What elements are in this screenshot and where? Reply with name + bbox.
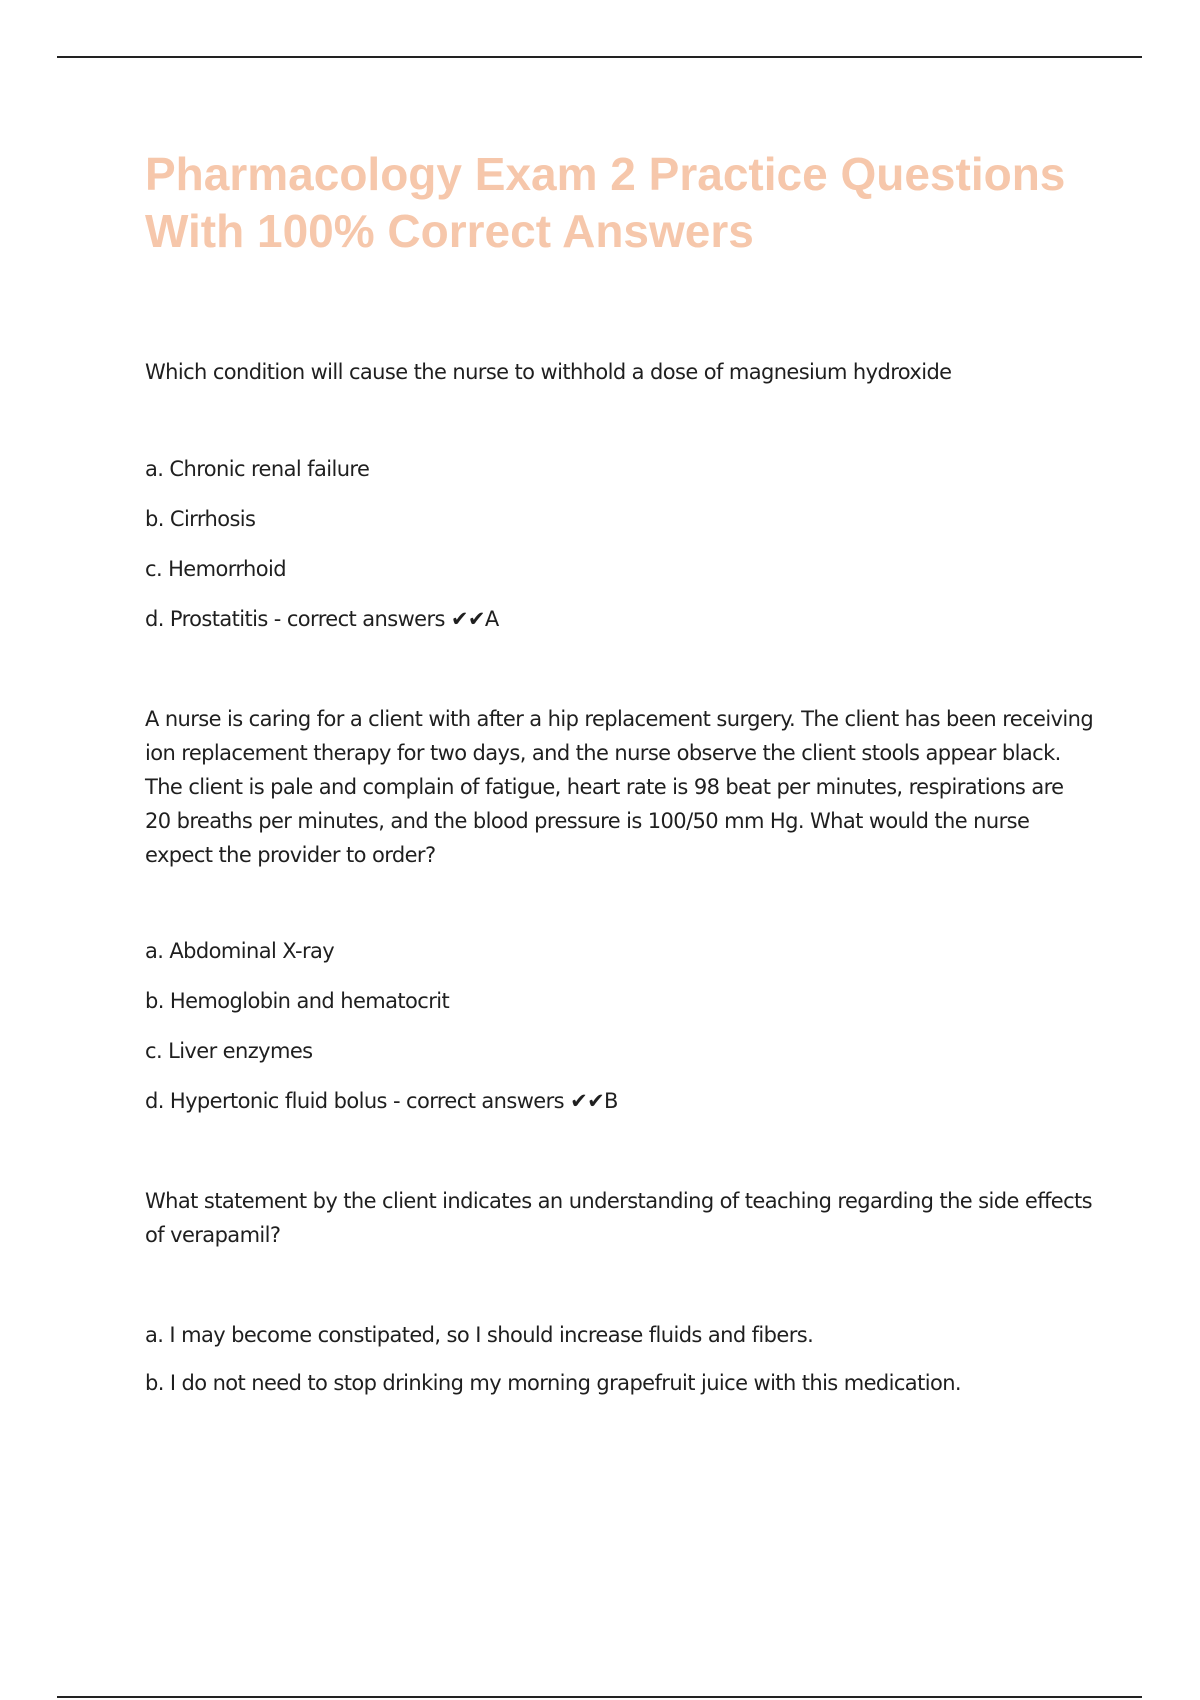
option-b: b. Hemoglobin and hematocrit	[145, 989, 450, 1013]
question-2	[145, 702, 1095, 1118]
option-b: b. I do not need to stop drinking my morning grapefruit juice with this medication.	[145, 1371, 961, 1395]
option-b: b. Cirrhosis	[145, 507, 256, 531]
question-1	[145, 355, 1095, 636]
option-d: d. Hypertonic fluid bolus - correct answers ✔✔B	[145, 1089, 618, 1113]
question-text: What statement by the client indicates an understanding of teaching regarding the side effects of verapamil?	[145, 1189, 1093, 1247]
option-a: a. Chronic renal failure	[145, 457, 370, 481]
question-3	[145, 1184, 1095, 1400]
option-d: d. Prostatitis - correct answers ✔✔A	[145, 607, 499, 631]
option-c: c. Liver enzymes	[145, 1039, 313, 1063]
option-a: a. Abdominal X-ray	[145, 939, 335, 963]
option-a: a. I may become constipated, so I should increase fluids and fibers.	[145, 1323, 814, 1347]
option-c: c. Hemorrhoid	[145, 557, 286, 581]
answer-options	[145, 452, 1095, 636]
page-title: Pharmacology Exam 2 Practice Questions With 100% Correct Answers	[145, 148, 1066, 257]
bottom-rule	[57, 1696, 1142, 1698]
top-rule	[57, 56, 1142, 58]
answer-options	[145, 934, 1095, 1118]
question-text: Which condition will cause the nurse to withhold a dose of magnesium hydroxide	[145, 360, 952, 384]
answer-options	[145, 1318, 1095, 1400]
question-text: A nurse is caring for a client with after a hip replacement surgery. The client has been receiving ion replacement therapy for two days, and the nurse observe the client stools appear black. The client is pale and complain of fatigue, heart rate is 98 beat per minutes, respirations are 20 breaths per minutes, and the blood pressure is 100/50 mm Hg. What would the nurse expect the provider to order?	[145, 707, 1094, 867]
document-body	[145, 355, 1095, 1414]
